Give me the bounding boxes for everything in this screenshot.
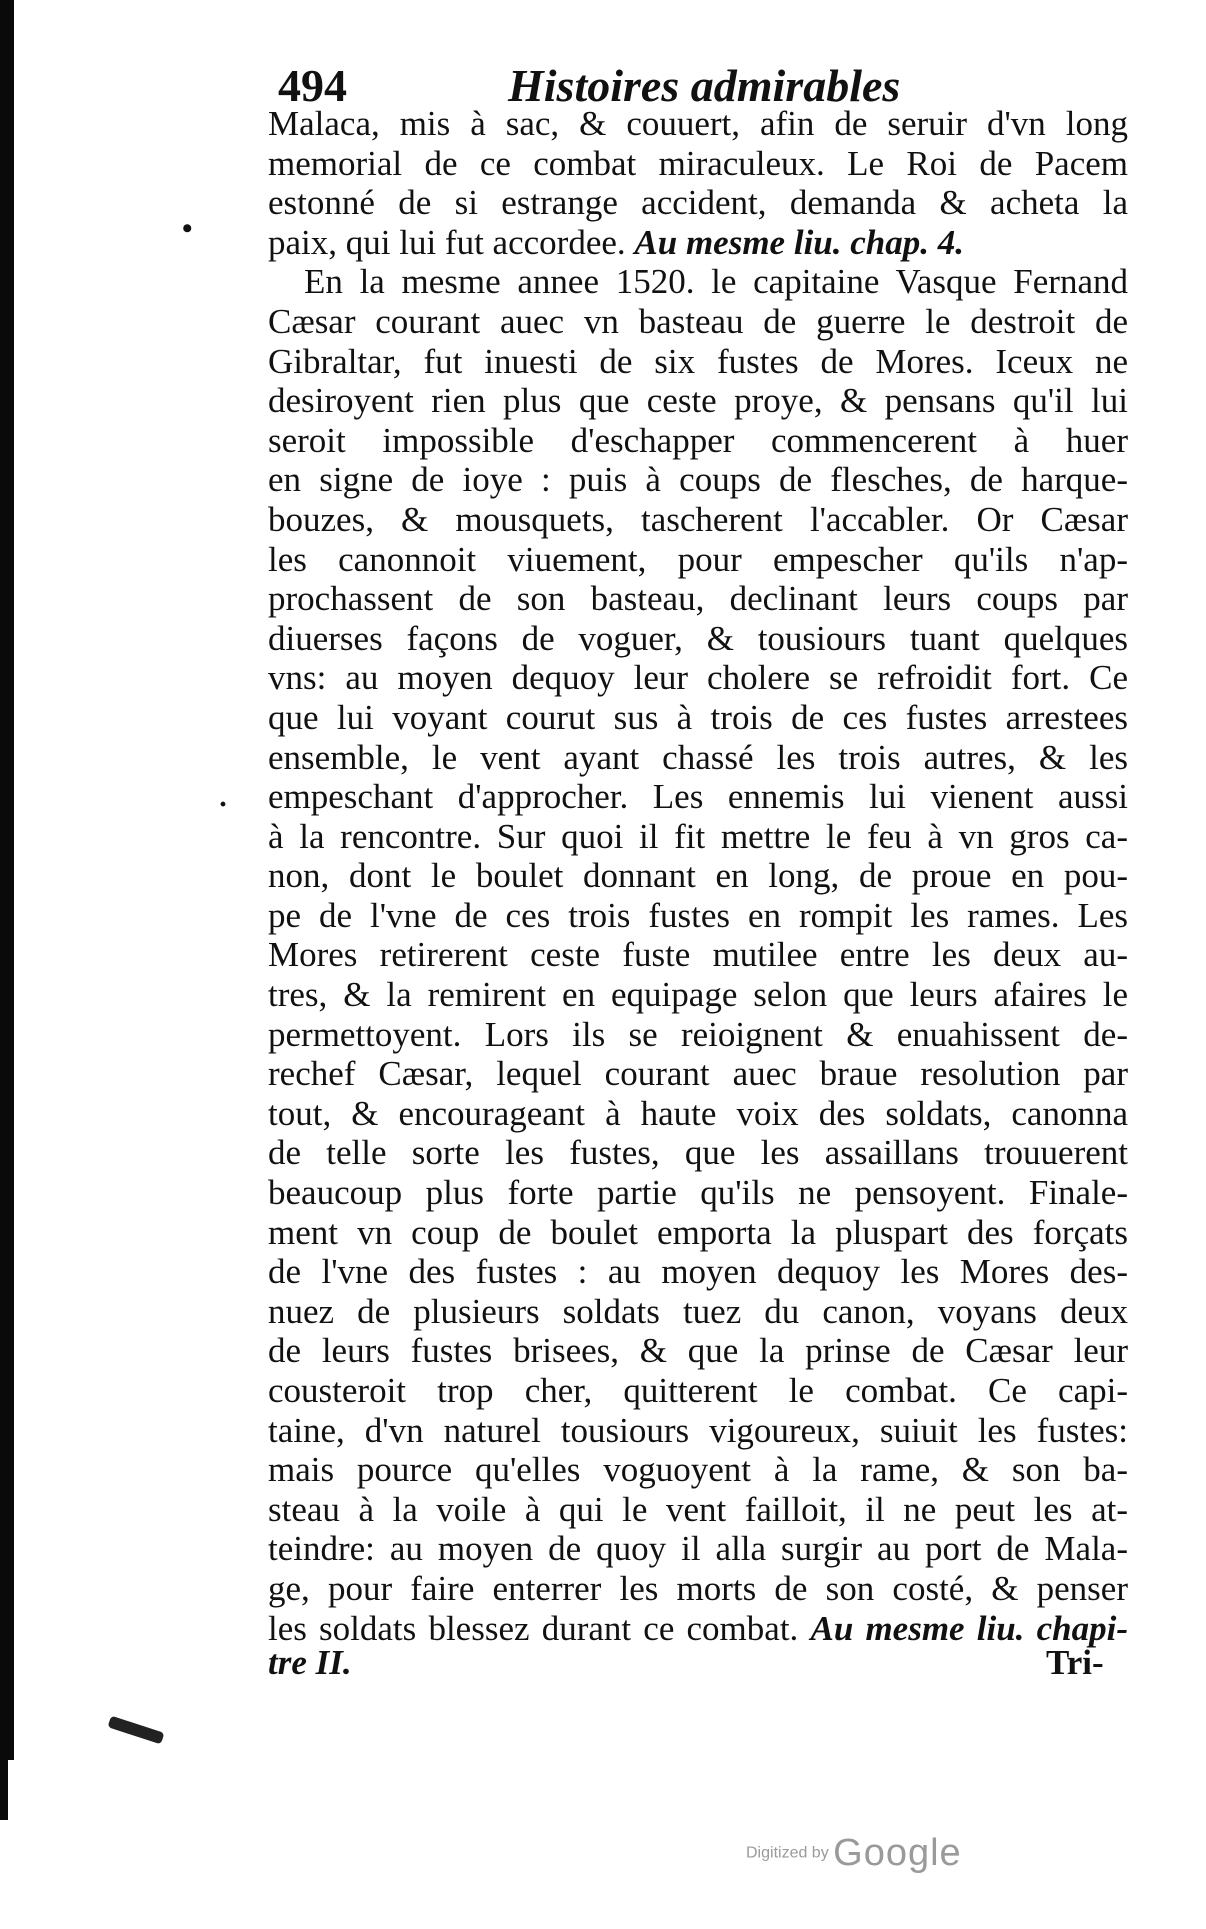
margin-dot: · bbox=[218, 788, 229, 821]
text-line: Gibraltar, fut inuesti de six fustes de Mores. Iceux ne bbox=[268, 341, 1128, 381]
text-line: Mores retirerent ceste fuste mutilee entre les deux au- bbox=[268, 935, 1128, 975]
text-line: steau à la voile à qui le vent failloit, il ne peut les at- bbox=[268, 1489, 1128, 1529]
text-line: à la rencontre. Sur quoi il fit mettre le feu à vn gros ca- bbox=[268, 816, 1128, 856]
watermark-prefix: Digitized by bbox=[746, 1844, 829, 1862]
text-line: En la mesme annee 1520. le capitaine Vasque Fernand bbox=[304, 262, 1128, 302]
reference-continuation: tre II. bbox=[268, 1643, 352, 1682]
text-fragment: paix, qui lui fut accordee. bbox=[268, 222, 635, 262]
text-line: bouzes, & mousquets, tascherent l'accabler. Or Cæsar bbox=[268, 499, 1128, 539]
ink-smudge bbox=[108, 1716, 165, 1745]
text-fragment: les soldats blessez durant ce combat. bbox=[268, 1608, 811, 1648]
text-line: cousteroit trop cher, quitterent le combat. Ce capi- bbox=[268, 1371, 1128, 1410]
text-line: beaucoup plus forte partie qu'ils ne pensoyent. Finale- bbox=[268, 1173, 1128, 1213]
watermark-brand: Google bbox=[833, 1832, 962, 1874]
text-line: ge, pour faire enterrer les morts de son costé, & penser bbox=[268, 1568, 1128, 1608]
text-line: pe de l'vne de ces trois fustes en rompit les rames. Les bbox=[268, 895, 1128, 935]
text-line: estonné de si estrange accident, demanda & acheta la bbox=[268, 183, 1128, 223]
digitization-watermark bbox=[746, 1832, 962, 1880]
text-line: de leurs fustes brisees, & que la prinse de Cæsar leur bbox=[268, 1331, 1128, 1371]
marginal-reference: Au mesme liu. chap. 4. bbox=[634, 222, 965, 262]
text-line: ensemble, le vent ayant chassé les trois autres, & les bbox=[268, 737, 1128, 777]
catchword: Tri- bbox=[1046, 1643, 1104, 1682]
text-line: taine, d'vn naturel tousiours vigoureux, suiuit les fustes: bbox=[268, 1410, 1128, 1450]
text-line: de telle sorte les fustes, que les assaillans trouuerent bbox=[268, 1133, 1128, 1173]
text-line: Cæsar courant auec vn basteau de guerre le destroit de bbox=[268, 301, 1128, 341]
margin-dot: • bbox=[182, 212, 193, 245]
text-line: tres, & la remirent en equipage selon que leurs afaires le bbox=[268, 975, 1128, 1015]
text-line: que lui voyant courut sus à trois de ces fustes arrestees bbox=[268, 697, 1128, 737]
text-line: nuez de plusieurs soldats tuez du canon, voyans deux bbox=[268, 1291, 1128, 1331]
text-line bbox=[268, 1609, 1128, 1649]
text-line bbox=[268, 223, 1128, 263]
text-line: rechef Cæsar, lequel courant auec braue resolution par bbox=[268, 1054, 1128, 1094]
text-line: tout, & encourageant à haute voix des soldats, canonna bbox=[268, 1093, 1128, 1133]
text-line: de l'vne des fustes : au moyen dequoy les Mores des- bbox=[268, 1252, 1128, 1292]
text-line: mais pource qu'elles voguoyent à la rame, & son ba- bbox=[268, 1450, 1128, 1490]
text-line: en signe de ioye : puis à coups de flesches, de harque- bbox=[268, 460, 1128, 500]
text-line: empeschant d'approcher. Les ennemis lui vienent aussi bbox=[268, 777, 1128, 817]
text-line: seroit impossible d'eschapper commencerent à huer bbox=[268, 420, 1128, 460]
page-number: 494 bbox=[278, 60, 347, 111]
text-line: memorial de ce combat miraculeux. Le Roi de Pacem bbox=[268, 143, 1128, 183]
text-line: diuerses façons de voguer, & tousiours tuant quelques bbox=[268, 618, 1128, 658]
marginal-reference: Au mesme liu. chapi- bbox=[810, 1608, 1128, 1648]
text-line: Malaca, mis à sac, & couuert, afin de seruir d'vn long bbox=[268, 104, 1128, 143]
text-line: prochassent de son basteau, declinant leurs coups par bbox=[268, 579, 1128, 619]
text-line: desiroyent rien plus que ceste proye, & pensans qu'il lui bbox=[268, 381, 1128, 421]
text-line: teindre: au moyen de quoy il alla surgir au port de Mala- bbox=[268, 1529, 1128, 1569]
text-line: ment vn coup de boulet emporta la pluspart des forçats bbox=[268, 1212, 1128, 1252]
body-text bbox=[268, 104, 1128, 1648]
binding-edge bbox=[0, 0, 14, 1760]
text-line: non, dont le boulet donnant en long, de proue en pou- bbox=[268, 856, 1128, 896]
text-line: les canonnoit viuement, pour empescher qu'ils n'ap- bbox=[268, 539, 1128, 579]
running-title: Histoires admirables bbox=[508, 60, 901, 111]
text-line: vns: au moyen dequoy leur cholere se refroidit fort. Ce bbox=[268, 658, 1128, 698]
text-line: permettoyent. Lors ils se reioignent & enuahissent de- bbox=[268, 1014, 1128, 1054]
binding-edge-tail bbox=[0, 1760, 8, 1820]
